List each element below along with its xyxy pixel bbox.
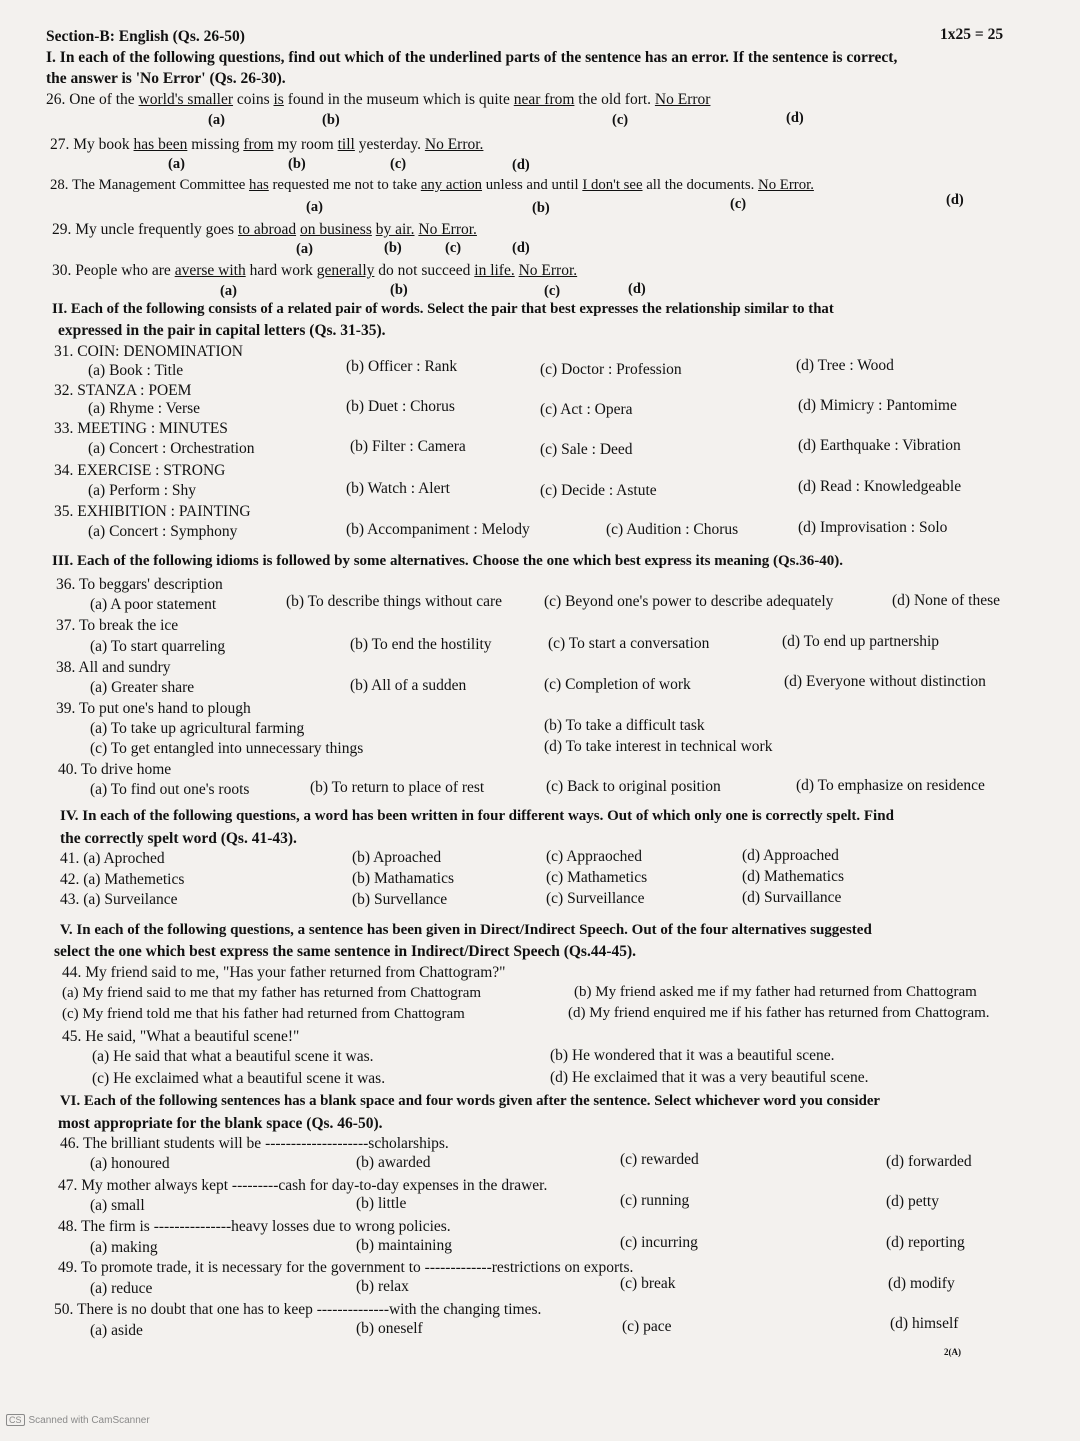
option-a: (a) To find out one's roots — [90, 781, 250, 798]
scanner-text: Scanned with CamScanner — [28, 1414, 150, 1426]
option-d: (d) Approached — [742, 847, 839, 864]
option-c: (c) Mathametics — [546, 869, 648, 886]
section-1-instruction: I. In each of the following questions, find out which of the underlined parts of the sentence has an error. If the sentence is correct, — [46, 49, 898, 66]
option-c: (c) Back to original position — [546, 778, 721, 795]
label-d: (d) — [946, 192, 964, 208]
option-d: (d) Read : Knowledgeable — [798, 478, 962, 495]
option-c: (c) He exclaimed what a beautiful scene it was. — [92, 1070, 386, 1087]
option-d: (d) He exclaimed that it was a very beautiful scene. — [550, 1069, 869, 1086]
label-a: (a) — [208, 112, 225, 128]
section-title: Section-B: English (Qs. 26-50) — [46, 28, 245, 45]
option-c: (c) pace — [622, 1318, 672, 1335]
question-41-option-a: 41. (a) Aproched — [60, 850, 165, 867]
question-42-option-a: 42. (a) Mathemetics — [60, 871, 185, 888]
page-code: 2(A) — [944, 1347, 961, 1357]
option-b: (b) Accompaniment : Melody — [346, 521, 530, 538]
marks-label: 1x25 = 25 — [940, 26, 1004, 43]
question-46-stem: 46. The brilliant students will be --------------------scholarships. — [60, 1135, 449, 1152]
option-c: (c) rewarded — [620, 1151, 699, 1168]
question-35-stem: 35. EXHIBITION : PAINTING — [54, 503, 251, 520]
question-50-stem: 50. There is no doubt that one has to keep --------------with the changing times. — [54, 1301, 542, 1318]
label-c: (c) — [544, 283, 561, 299]
label-b: (b) — [384, 240, 402, 256]
option-b: (b) Survellance — [352, 891, 448, 908]
question-34-stem: 34. EXERCISE : STRONG — [54, 462, 226, 479]
option-a: (a) making — [90, 1239, 158, 1256]
option-b: (b) relax — [356, 1278, 409, 1295]
question-39-stem: 39. To put one's hand to plough — [56, 700, 251, 717]
option-d: (d) Improvisation : Solo — [798, 519, 948, 536]
section-4-instruction: IV. In each of the following questions, a word has been written in four different ways. Out of which only one is correctly spelt. Find — [60, 808, 894, 824]
option-c: (c) Doctor : Profession — [540, 361, 682, 378]
option-c: (c) To start a conversation — [548, 635, 710, 652]
label-b: (b) — [322, 112, 340, 128]
option-a: (a) Concert : Orchestration — [88, 440, 255, 457]
label-d: (d) — [628, 281, 646, 297]
label-d: (d) — [512, 240, 530, 256]
option-a: (a) Rhyme : Verse — [88, 400, 201, 417]
option-a: (a) Concert : Symphony — [88, 523, 238, 540]
option-d: (d) Earthquake : Vibration — [798, 437, 961, 454]
option-a: (a) aside — [90, 1322, 143, 1339]
option-d: (d) reporting — [886, 1234, 965, 1251]
option-b: (b) Duet : Chorus — [346, 398, 455, 415]
section-2-instruction: II. Each of the following consists of a related pair of words. Select the pair that best expresses the relationship similar to that — [52, 301, 834, 317]
label-c: (c) — [390, 156, 407, 172]
label-d: (d) — [512, 157, 530, 173]
option-a: (a) A poor statement — [90, 596, 217, 613]
option-a: (a) Perform : Shy — [88, 482, 197, 499]
label-a: (a) — [306, 199, 323, 215]
option-c: (c) Sale : Deed — [540, 441, 633, 458]
option-b: (b) little — [356, 1195, 407, 1212]
option-b: (b) To describe things without care — [286, 593, 503, 610]
section-6-instruction-cont: most appropriate for the blank space (Qs. 46-50). — [58, 1115, 383, 1132]
option-c: (c) incurring — [620, 1234, 698, 1251]
option-a: (a) My friend said to me that my father has returned from Chattogram — [62, 985, 482, 1001]
label-c: (c) — [730, 196, 747, 212]
option-b: (b) awarded — [356, 1154, 431, 1171]
question-43-option-a: 43. (a) Surveilance — [60, 891, 178, 908]
question-45-stem: 45. He said, "What a beautiful scene!" — [62, 1028, 300, 1045]
option-a: (a) Greater share — [90, 679, 195, 696]
option-b: (b) My friend asked me if my father had returned from Chattogram — [574, 984, 977, 1000]
section-4-instruction-cont: the correctly spelt word (Qs. 41-43). — [60, 830, 297, 847]
option-d: (d) forwarded — [886, 1153, 972, 1170]
option-b: (b) To take a difficult task — [544, 717, 705, 734]
section-5-instruction: V. In each of the following questions, a sentence has been given in Direct/Indirect Speech. Out of the four alternatives suggested — [60, 922, 872, 938]
option-b: (b) Filter : Camera — [350, 438, 466, 455]
option-d: (d) To emphasize on residence — [796, 777, 985, 794]
option-c: (c) Appraoched — [546, 848, 642, 865]
option-c: (c) break — [620, 1275, 676, 1292]
label-a: (a) — [296, 241, 313, 257]
scanner-watermark — [6, 1414, 150, 1426]
option-b: (b) Watch : Alert — [346, 480, 450, 497]
section-3-instruction: III. Each of the following idioms is followed by some alternatives. Choose the one which best express its meaning (Qs.36-40). — [52, 553, 843, 569]
camscanner-logo: CS — [6, 1414, 25, 1426]
option-a: (a) Book : Title — [88, 362, 184, 379]
option-b: (b) To end the hostility — [350, 636, 492, 653]
option-b: (b) Officer : Rank — [346, 358, 458, 375]
option-d: (d) To take interest in technical work — [544, 738, 773, 755]
question-33-stem: 33. MEETING : MINUTES — [54, 420, 228, 437]
option-d: (d) To end up partnership — [782, 633, 940, 650]
option-a: (a) honoured — [90, 1155, 170, 1172]
question-36-stem: 36. To beggars' description — [56, 576, 223, 593]
question-48-stem: 48. The firm is ---------------heavy losses due to wrong policies. — [58, 1218, 451, 1235]
question-44-stem: 44. My friend said to me, "Has your father returned from Chattogram?" — [62, 964, 506, 981]
option-c: (c) Act : Opera — [540, 401, 633, 418]
option-b: (b) To return to place of rest — [310, 779, 485, 796]
label-b: (b) — [390, 282, 408, 298]
question-30: 30. People who are averse with hard work generally do not succeed in life. No Error. — [52, 262, 578, 279]
question-26: 26. One of the world's smaller coins is found in the museum which is quite near from the old fort. No Error — [46, 91, 711, 108]
option-b: (b) maintaining — [356, 1237, 452, 1254]
label-a: (a) — [220, 283, 237, 299]
option-d: (d) Mimicry : Pantomime — [798, 397, 957, 414]
question-28: 28. The Management Committee has requested me not to take any action unless and until I don't see all the documents. No Error. — [50, 177, 814, 193]
section-5-instruction-cont: select the one which best express the same sentence in Indirect/Direct Speech (Qs.44-45). — [54, 943, 637, 960]
option-b: (b) Aproached — [352, 849, 442, 866]
option-d: (d) Mathematics — [742, 868, 845, 885]
option-c: (c) Beyond one's power to describe adequately — [544, 593, 834, 610]
option-c: (c) Audition : Chorus — [606, 521, 739, 538]
option-d: (d) None of these — [892, 592, 1001, 609]
option-c: (c) Completion of work — [544, 676, 691, 693]
option-c: (c) Decide : Astute — [540, 482, 657, 499]
option-a: (a) reduce — [90, 1280, 153, 1297]
question-47-stem: 47. My mother always kept ---------cash for day-to-day expenses in the drawer. — [58, 1177, 548, 1194]
option-d: (d) petty — [886, 1193, 939, 1210]
question-29: 29. My uncle frequently goes to abroad on business by air. No Error. — [52, 221, 477, 238]
option-d: (d) Everyone without distinction — [784, 673, 986, 690]
option-d: (d) himself — [890, 1315, 959, 1332]
question-37-stem: 37. To break the ice — [56, 617, 179, 634]
question-27: 27. My book has been missing from my room till yesterday. No Error. — [50, 136, 484, 153]
option-c: (c) To get entangled into unnecessary things — [90, 740, 364, 757]
question-49-stem: 49. To promote trade, it is necessary for the government to -------------restrictions on exports. — [58, 1259, 634, 1276]
option-a: (a) small — [90, 1197, 145, 1214]
label-c: (c) — [445, 240, 462, 256]
label-c: (c) — [612, 112, 629, 128]
section-6-instruction: VI. Each of the following sentences has a blank space and four words given after the sentence. Select whichever word you consider — [60, 1093, 880, 1109]
section-1-instruction-cont: the answer is 'No Error' (Qs. 26-30). — [46, 70, 286, 87]
label-b: (b) — [288, 156, 306, 172]
option-a: (a) He said that what a beautiful scene it was. — [92, 1048, 374, 1065]
option-d: (d) My friend enquired me if his father has returned from Chattogram. — [568, 1005, 990, 1021]
option-d: (d) modify — [888, 1275, 955, 1292]
option-b: (b) Mathamatics — [352, 870, 455, 887]
option-b: (b) oneself — [356, 1320, 423, 1337]
option-c: (c) Surveillance — [546, 890, 645, 907]
option-d: (d) Tree : Wood — [796, 357, 894, 374]
label-d: (d) — [786, 110, 804, 126]
option-a: (a) To start quarreling — [90, 638, 226, 655]
section-2-instruction-cont: expressed in the pair in capital letters (Qs. 31-35). — [58, 322, 386, 339]
option-a: (a) To take up agricultural farming — [90, 720, 305, 737]
option-b: (b) He wondered that it was a beautiful scene. — [550, 1047, 835, 1064]
question-32-stem: 32. STANZA : POEM — [54, 382, 192, 399]
option-c: (c) running — [620, 1192, 690, 1209]
question-38-stem: 38. All and sundry — [56, 659, 171, 676]
question-31-stem: 31. COIN: DENOMINATION — [54, 343, 243, 360]
option-d: (d) Survaillance — [742, 889, 842, 906]
option-c: (c) My friend told me that his father had returned from Chattogram — [62, 1006, 465, 1022]
option-b: (b) All of a sudden — [350, 677, 467, 694]
question-40-stem: 40. To drive home — [58, 761, 172, 778]
label-b: (b) — [532, 200, 550, 216]
label-a: (a) — [168, 156, 185, 172]
